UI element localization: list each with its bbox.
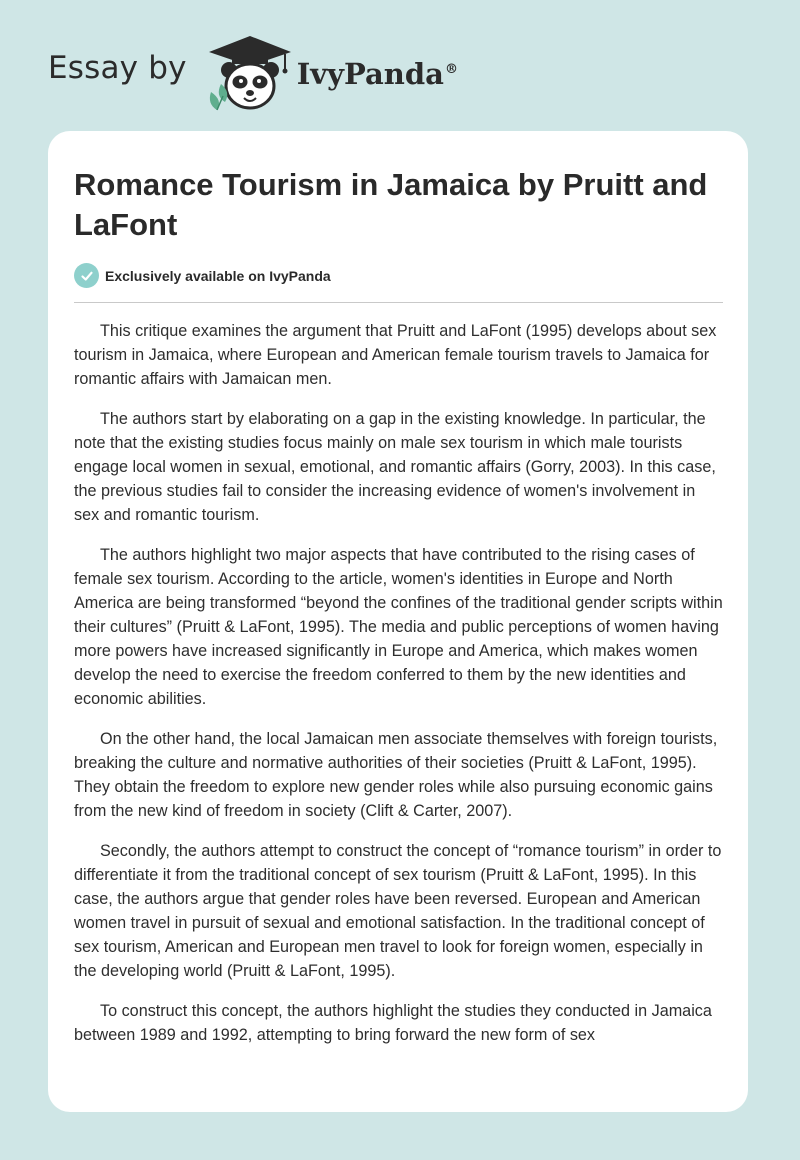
paragraph: Secondly, the authors attempt to construct the concept of “romance tourism” in order to differentiate it from the traditional concept of sex tourism (Pruitt & LaFont, 1995). In this case, the authors argue that gender roles have been reversed. European and American women travel in pursuit of sexual and emotional satisfaction. In the traditional concept of sex tourism, American and European men travel to look for foreign women, especially in the developing world (Pruitt & LaFont, 1995). (74, 842, 722, 980)
divider (74, 302, 723, 303)
paragraph: To construct this concept, the authors highlight the studies they conducted in Jamaica between 1989 and 1992, attempting to bring forward the new form of sex (74, 1002, 712, 1044)
registered-mark: ® (444, 62, 458, 78)
panda-graduate-icon[interactable] (205, 34, 295, 114)
check-circle-icon (74, 263, 99, 288)
exclusive-badge (74, 263, 331, 288)
paragraph: The authors start by elaborating on a gap in the existing knowledge. In particular, the note that the existing studies focus mainly on male sex tourism in which male tourists engage local women in sexual, emotional, and romantic affairs (Gorry, 2003). In this case, the previous studies fail to consider the increasing evidence of women's involvement in sex and romantic tourism. (74, 410, 716, 524)
site-header (48, 34, 458, 114)
paragraph: On the other hand, the local Jamaican men associate themselves with foreign tourists, breaking the culture and normative authorities of their societies (Pruitt & LaFont, 1995). They obtain the freedom to explore new gender roles while also pursuing economic gains from the new kind of freedom in society (Clift & Carter, 2007). (74, 730, 718, 820)
brand-name[interactable]: IvyPanda® (296, 57, 458, 91)
brand-prefix: Essay by (48, 50, 187, 86)
paragraph: This critique examines the argument that Pruitt and LaFont (1995) develops about sex tourism in Jamaica, where European and American female tourism travels to Jamaica for romantic affairs with Jamaican men. (74, 322, 717, 388)
essay-card (48, 131, 748, 1112)
page-title: Romance Tourism in Jamaica by Pruitt and LaFont (74, 167, 708, 242)
paragraph: The authors highlight two major aspects that have contributed to the rising cases of female sex tourism. According to the article, women's identities in Europe and North America are being transformed “beyond the confines of the traditional gender scripts within their cultures” (Pruitt & LaFont, 1995). The media and public perceptions of women having more powers have increased significantly in Europe and America, which makes women develop the need to exercise the freedom conferred to them by the new identities and economic abilities. (74, 546, 723, 708)
essay-body (74, 319, 724, 1063)
badge-label: Exclusively available on IvyPanda (105, 267, 331, 284)
